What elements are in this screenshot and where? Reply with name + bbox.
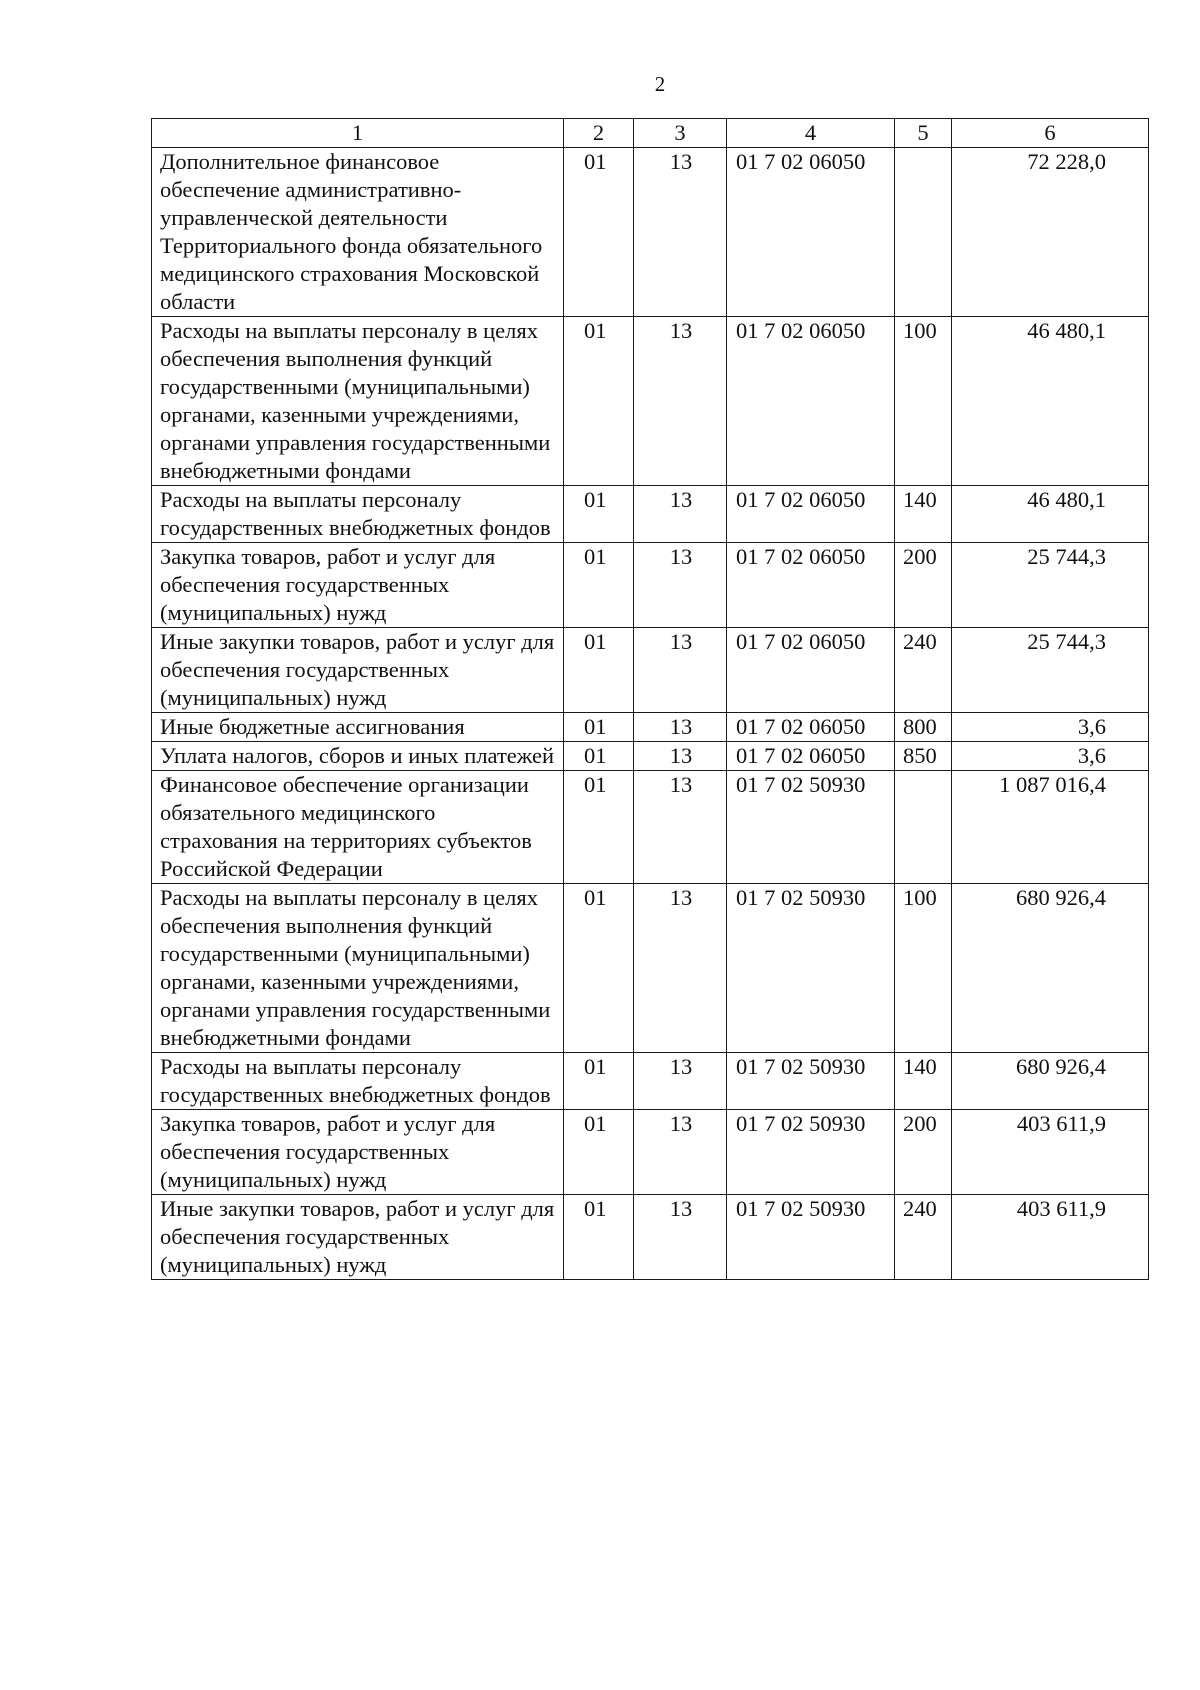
page-number: 2 <box>654 72 666 96</box>
expense-type-cell: 200 <box>895 543 952 628</box>
section-code-cell: 01 <box>564 884 634 1053</box>
section-code-cell: 01 <box>564 628 634 713</box>
expense-type-cell: 140 <box>895 486 952 543</box>
row-name-cell: Уплата налогов, сборов и иных платежей <box>152 742 564 771</box>
amount-cell: 25 744,3 <box>952 543 1149 628</box>
amount-cell: 25 744,3 <box>952 628 1149 713</box>
table-row <box>152 543 1149 628</box>
row-name-cell: Дополнительное финансовое обеспечение административно-управленческой деятельности Территориального фонда обязательного медицинского страхования Московской области <box>152 148 564 317</box>
table-row <box>152 486 1149 543</box>
budget-table <box>151 118 1149 1280</box>
section-code-cell: 01 <box>564 713 634 742</box>
subsection-code-cell: 13 <box>634 713 727 742</box>
target-article-cell: 01 7 02 06050 <box>727 148 895 317</box>
subsection-code-cell: 13 <box>634 1110 727 1195</box>
column-header-1: 1 <box>152 119 564 148</box>
expense-type-cell: 100 <box>895 884 952 1053</box>
section-code-cell: 01 <box>564 1110 634 1195</box>
row-name-cell: Расходы на выплаты персоналу государственных внебюджетных фондов <box>152 1053 564 1110</box>
amount-cell: 3,6 <box>952 742 1149 771</box>
table-header-row <box>152 119 1149 148</box>
section-code-cell: 01 <box>564 742 634 771</box>
row-name-cell: Финансовое обеспечение организации обязательного медицинского страхования на территориях субъектов Российской Федерации <box>152 771 564 884</box>
target-article-cell: 01 7 02 50930 <box>727 884 895 1053</box>
subsection-code-cell: 13 <box>634 1053 727 1110</box>
subsection-code-cell: 13 <box>634 628 727 713</box>
table-row <box>152 742 1149 771</box>
target-article-cell: 01 7 02 50930 <box>727 771 895 884</box>
amount-cell: 46 480,1 <box>952 317 1149 486</box>
amount-cell: 46 480,1 <box>952 486 1149 543</box>
subsection-code-cell: 13 <box>634 884 727 1053</box>
table-row <box>152 1110 1149 1195</box>
subsection-code-cell: 13 <box>634 317 727 486</box>
amount-cell: 72 228,0 <box>952 148 1149 317</box>
table-row <box>152 713 1149 742</box>
amount-cell: 3,6 <box>952 713 1149 742</box>
row-name-cell: Расходы на выплаты персоналу государственных внебюджетных фондов <box>152 486 564 543</box>
target-article-cell: 01 7 02 50930 <box>727 1110 895 1195</box>
target-article-cell: 01 7 02 06050 <box>727 543 895 628</box>
section-code-cell: 01 <box>564 1053 634 1110</box>
table-row <box>152 148 1149 317</box>
section-code-cell: 01 <box>564 317 634 486</box>
expense-type-cell: 800 <box>895 713 952 742</box>
amount-cell: 680 926,4 <box>952 1053 1149 1110</box>
target-article-cell: 01 7 02 06050 <box>727 628 895 713</box>
column-header-6: 6 <box>952 119 1149 148</box>
expense-type-cell: 200 <box>895 1110 952 1195</box>
expense-type-cell <box>895 148 952 317</box>
row-name-cell: Закупка товаров, работ и услуг для обеспечения государственных (муниципальных) нужд <box>152 543 564 628</box>
row-name-cell: Иные закупки товаров, работ и услуг для обеспечения государственных (муниципальных) нужд <box>152 1195 564 1280</box>
amount-cell: 1 087 016,4 <box>952 771 1149 884</box>
expense-type-cell: 140 <box>895 1053 952 1110</box>
column-header-3: 3 <box>634 119 727 148</box>
expense-type-cell <box>895 771 952 884</box>
expense-type-cell: 240 <box>895 1195 952 1280</box>
target-article-cell: 01 7 02 06050 <box>727 486 895 543</box>
section-code-cell: 01 <box>564 148 634 317</box>
target-article-cell: 01 7 02 06050 <box>727 317 895 486</box>
table-row <box>152 1053 1149 1110</box>
amount-cell: 403 611,9 <box>952 1195 1149 1280</box>
section-code-cell: 01 <box>564 543 634 628</box>
table-row <box>152 317 1149 486</box>
target-article-cell: 01 7 02 50930 <box>727 1053 895 1110</box>
column-header-2: 2 <box>564 119 634 148</box>
table-row <box>152 1195 1149 1280</box>
subsection-code-cell: 13 <box>634 1195 727 1280</box>
subsection-code-cell: 13 <box>634 742 727 771</box>
column-header-4: 4 <box>727 119 895 148</box>
row-name-cell: Расходы на выплаты персоналу в целях обеспечения выполнения функций государственными (муниципальными) органами, казенными учреждениями, органами управления государственными внебюджетными фондами <box>152 884 564 1053</box>
subsection-code-cell: 13 <box>634 543 727 628</box>
section-code-cell: 01 <box>564 486 634 543</box>
amount-cell: 403 611,9 <box>952 1110 1149 1195</box>
subsection-code-cell: 13 <box>634 486 727 543</box>
expense-type-cell: 850 <box>895 742 952 771</box>
table-row <box>152 884 1149 1053</box>
row-name-cell: Иные бюджетные ассигнования <box>152 713 564 742</box>
row-name-cell: Закупка товаров, работ и услуг для обеспечения государственных (муниципальных) нужд <box>152 1110 564 1195</box>
subsection-code-cell: 13 <box>634 771 727 884</box>
expense-type-cell: 240 <box>895 628 952 713</box>
section-code-cell: 01 <box>564 1195 634 1280</box>
table-row <box>152 771 1149 884</box>
section-code-cell: 01 <box>564 771 634 884</box>
expense-type-cell: 100 <box>895 317 952 486</box>
subsection-code-cell: 13 <box>634 148 727 317</box>
table-row <box>152 628 1149 713</box>
row-name-cell: Иные закупки товаров, работ и услуг для обеспечения государственных (муниципальных) нужд <box>152 628 564 713</box>
column-header-5: 5 <box>895 119 952 148</box>
target-article-cell: 01 7 02 06050 <box>727 742 895 771</box>
row-name-cell: Расходы на выплаты персоналу в целях обеспечения выполнения функций государственными (муниципальными) органами, казенными учреждениями, органами управления государственными внебюджетными фондами <box>152 317 564 486</box>
target-article-cell: 01 7 02 06050 <box>727 713 895 742</box>
amount-cell: 680 926,4 <box>952 884 1149 1053</box>
target-article-cell: 01 7 02 50930 <box>727 1195 895 1280</box>
table-body <box>152 148 1149 1280</box>
